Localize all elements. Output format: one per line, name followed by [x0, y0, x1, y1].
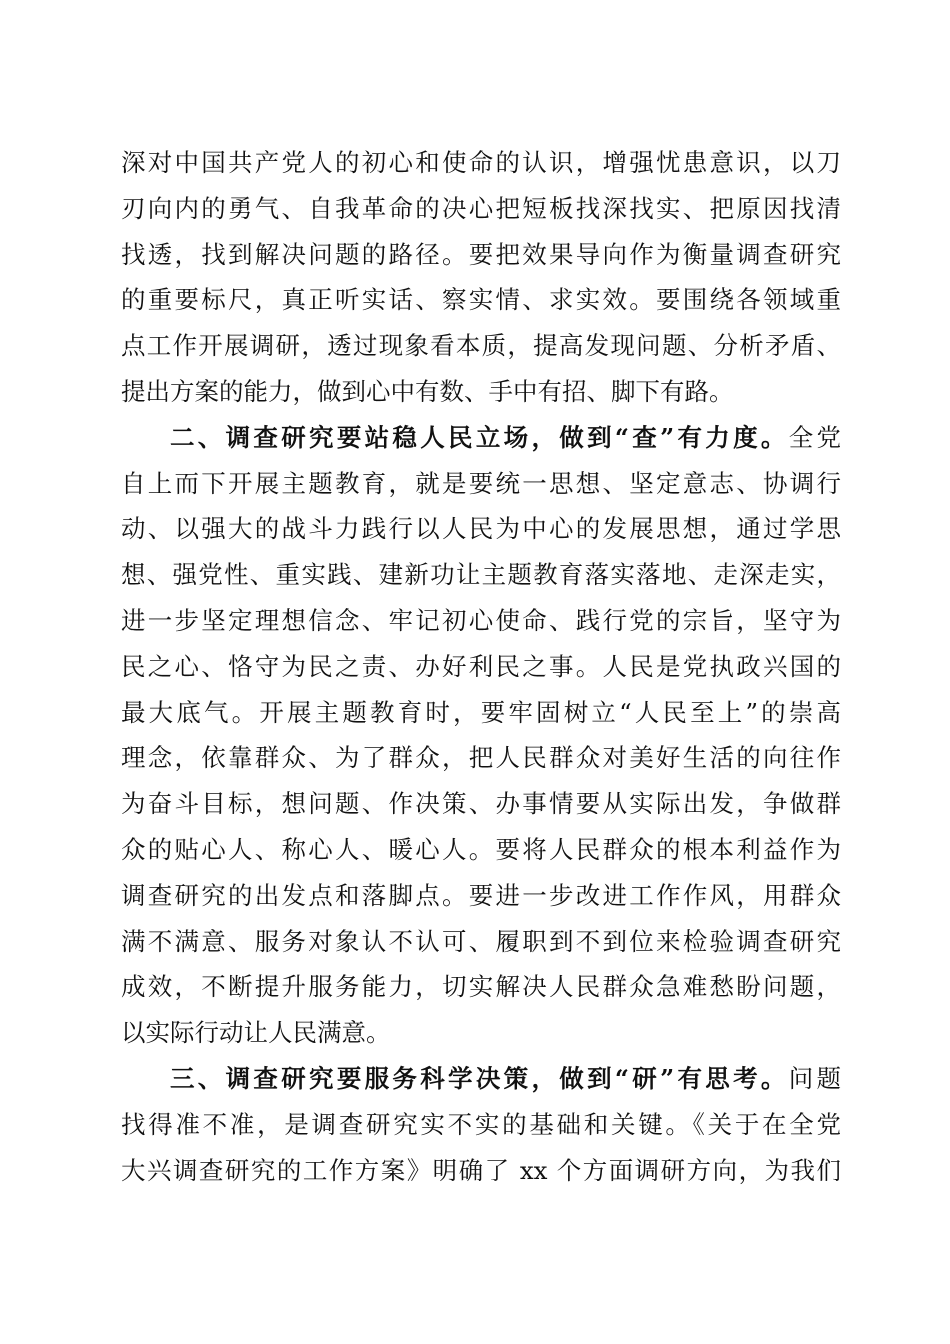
text-line: 调查研究的出发点和落脚点。要进一步改进工作作风，用群众	[121, 880, 841, 910]
text-line: 提出方案的能力，做到心中有数、手中有招、脚下有路。	[121, 376, 734, 406]
text-line: 以实际行动让人民满意。	[121, 1018, 391, 1048]
text-line: 进一步坚定理想信念、牢记初心使命、践行党的宗旨，坚守为	[121, 605, 841, 635]
text-line: 为奋斗目标，想问题、作决策、办事情要从实际出发，争做群	[121, 789, 841, 819]
text-line: 众的贴心人、称心人、暖心人。要将人民群众的根本利益作为	[121, 834, 841, 864]
text-line: 民之心、恪守为民之责、办好利民之事。人民是党执政兴国的	[121, 651, 841, 681]
section-2-first-line	[121, 415, 841, 461]
text-line: 想、强党性、重实践、建新功让主题教育落实落地、走深走实，	[121, 560, 841, 590]
section-3-heading: 三、调查研究要服务科学决策，做到“研”有思考。	[170, 1063, 789, 1093]
text-line: 刃向内的勇气、自我革命的决心把短板找深找实、把原因找清	[121, 193, 841, 223]
section-3-first-line	[121, 1056, 841, 1102]
section-2-first-line-rest: 全党	[788, 422, 842, 452]
text-line: 最大底气。开展主题教育时，要牢固树立“人民至上”的崇高	[121, 697, 841, 727]
text-line: 点工作开展调研，透过现象看本质，提高发现问题、分析矛盾、	[121, 331, 841, 361]
text-line: 动、以强大的战斗力践行以人民为中心的发展思想，通过学思	[121, 514, 841, 544]
text-line: 成效，不断提升服务能力，切实解决人民群众急难愁盼问题，	[121, 972, 841, 1002]
text-line: 大兴调查研究的工作方案》明确了 xx 个方面调研方向，为我们	[121, 1155, 841, 1185]
document-body	[121, 140, 841, 1193]
text-line: 深对中国共产党人的初心和使命的认识，增强忧患意识，以刀	[121, 148, 841, 177]
section-3-first-line-rest: 问题	[788, 1063, 842, 1093]
text-line: 理念，依靠群众、为了群众，把人民群众对美好生活的向往作	[121, 743, 841, 773]
text-line: 自上而下开展主题教育，就是要统一思想、坚定意志、协调行	[121, 468, 841, 498]
text-line: 找得准不准，是调查研究实不实的基础和关键。《关于在全党	[121, 1109, 841, 1139]
text-line: 找透，找到解决问题的路径。要把效果导向作为衡量调查研究	[121, 239, 841, 269]
text-line: 的重要标尺，真正听实话、察实情、求实效。要围绕各领域重	[121, 285, 841, 315]
section-2-heading: 二、调查研究要站稳人民立场，做到“查”有力度。	[170, 422, 789, 452]
text-line: 满不满意、服务对象认不认可、履职到不到位来检验调查研究	[121, 926, 841, 956]
